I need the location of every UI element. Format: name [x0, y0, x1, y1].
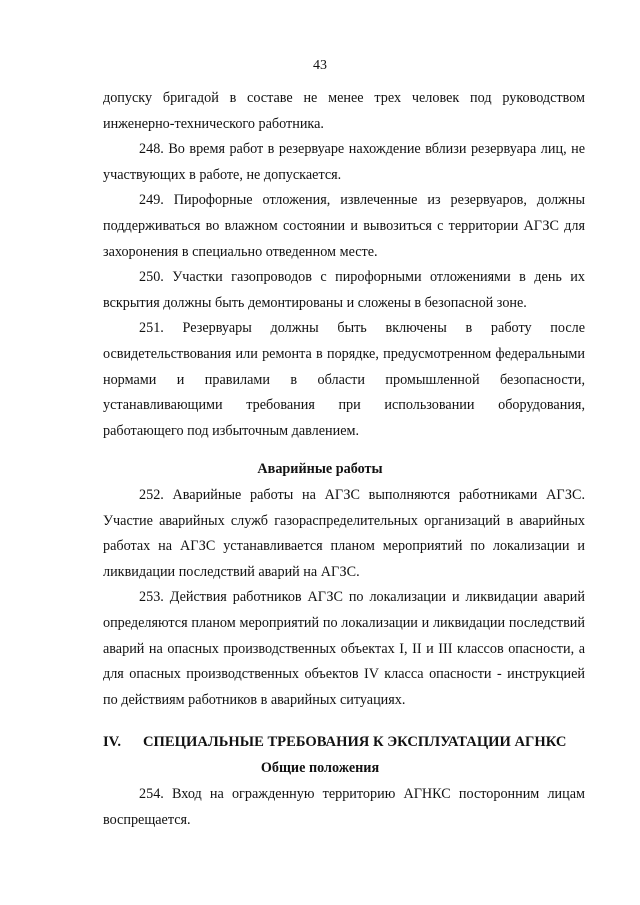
- paragraph-252: 252. Аварийные работы на АГЗС выполняются работниками АГЗС. Участие аварийных служб газораспределительных организаций в аварийных работах на АГЗС устанавливается планом мероприятий по локализации и ликвидации последствий аварий на АГЗС.: [103, 487, 585, 580]
- page-number: 43: [313, 58, 327, 73]
- paragraph-249: 249. Пирофорные отложения, извлеченные из резервуаров, должны поддерживаться во влажном состоянии и вывозиться с территории АГЗС для захоронения в специально отведенном месте.: [103, 192, 585, 260]
- paragraph-248: 248. Во время работ в резервуаре нахождение вблизи резервуара лиц, не участвующих в работе, не допускается.: [103, 141, 585, 183]
- paragraph-251: 251. Резервуары должны быть включены в работу после освидетельствования или ремонта в порядке, предусмотренном федеральными нормами и правилами в области промышленной безопасности, устанавливающими требования при использовании оборудования, работающего под избыточным давлением.: [103, 320, 585, 439]
- section-title: СПЕЦИАЛЬНЫЕ ТРЕБОВАНИЯ К ЭКСПЛУАТАЦИИ АГНКС: [143, 734, 567, 750]
- paragraph-253: 253. Действия работников АГЗС по локализации и ликвидации аварий определяются планом мероприятий по локализации и ликвидации последствий аварий на опасных производственных объектах I, II и III классов опасности, а для опасных производственных объектов IV класса опасности - инструкцией по действиям работников в аварийных ситуациях.: [103, 589, 585, 708]
- paragraph-continuation: допуску бригадой в составе не менее трех человек под руководством инженерно-технического работника.: [103, 90, 585, 132]
- text-block-emergency: [103, 483, 585, 713]
- section-heading-iv: [103, 734, 585, 751]
- text-block-section-iv: [103, 782, 585, 833]
- subheading-general-provisions: Общие положения: [260, 760, 380, 776]
- section-number: IV.: [103, 734, 121, 750]
- heading-emergency-works: Аварийные работы: [257, 461, 383, 477]
- text-block-regulations: [103, 86, 585, 444]
- paragraph-254: 254. Вход на огражденную территорию АГНКС посторонним лицам воспрещается.: [103, 786, 585, 828]
- paragraph-250: 250. Участки газопроводов с пирофорными отложениями в день их вскрытия должны быть демонтированы и сложены в безопасной зоне.: [103, 269, 585, 311]
